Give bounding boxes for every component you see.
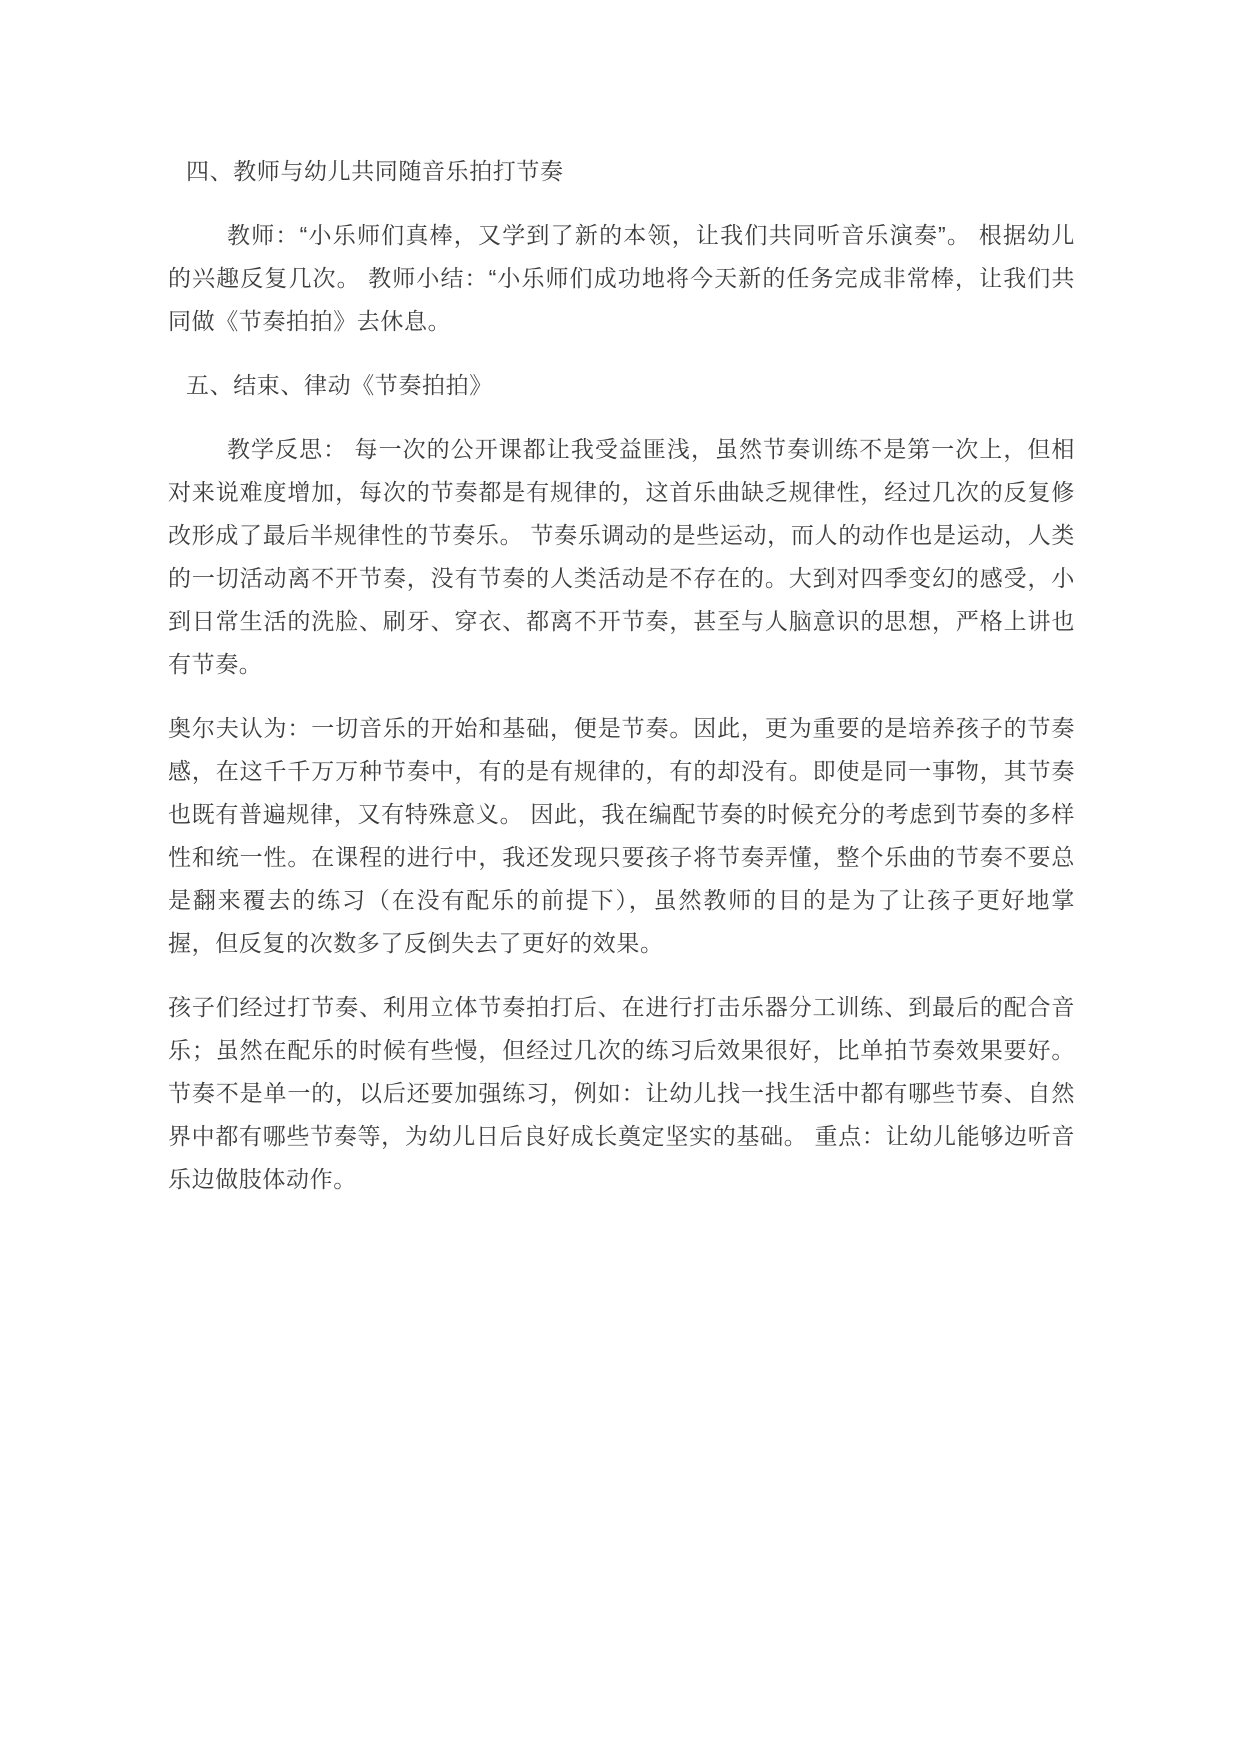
- section-4-heading: 四、教师与幼儿共同随音乐拍打节奏: [186, 158, 564, 184]
- paragraph-teacher-music-play: 教师：“小乐师们真棒，又学到了新的本领，让我们共同听音乐演奏”。 根据幼儿的兴趣反复几次。 教师小结：“小乐师们成功地将今天新的任务完成非常棒，让我们共同做《节奏拍拍》去休息。: [168, 222, 1075, 334]
- paragraph-orff-rhythm-theory: 奥尔夫认为：一切音乐的开始和基础，便是节奏。因此，更为重要的是培养孩子的节奏感，在这千千万万种节奏中，有的是有规律的，有的却没有。即使是同一事物，其节奏也既有普遍规律，又有特殊意义。 因此，我在编配节奏的时候充分的考虑到节奏的多样性和统一性。在课程的进行中，我还发现只要孩子将节奏弄懂，整个乐曲的节奏不要总是翻来覆去的练习（在没有配乐的前提下），虽然教师的目的是为了让孩子更好地掌握，但反复的次数多了反倒失去了更好的效果。: [168, 715, 1075, 956]
- paragraph-children-practice-summary: 孩子们经过打节奏、利用立体节奏拍打后、在进行打击乐器分工训练、到最后的配合音乐；虽然在配乐的时候有些慢，但经过几次的练习后效果很好，比单拍节奏效果要好。 节奏不是单一的，以后还要加强练习，例如：让幼儿找一找生活中都有哪些节奏、自然界中都有哪些节奏等，为幼儿日后良好成长奠定坚实的基础。 重点：让幼儿能够边听音乐边做肢体动作。: [168, 994, 1075, 1192]
- section-5-heading: 五、结束、律动《节奏拍拍》: [186, 372, 493, 398]
- paragraph-teaching-reflection: 教学反思： 每一次的公开课都让我受益匪浅，虽然节奏训练不是第一次上，但相对来说难度增加，每次的节奏都是有规律的，这首乐曲缺乏规律性，经过几次的反复修改形成了最后半规律性的节奏乐。 节奏乐调动的是些运动，而人的动作也是运动，人类的一切活动离不开节奏，没有节奏的人类活动是不存在的。大到对四季变幻的感受，小到日常生活的洗脸、刷牙、穿衣、都离不开节奏，甚至与人脑意识的思想，严格上讲也有节奏。: [168, 436, 1075, 677]
